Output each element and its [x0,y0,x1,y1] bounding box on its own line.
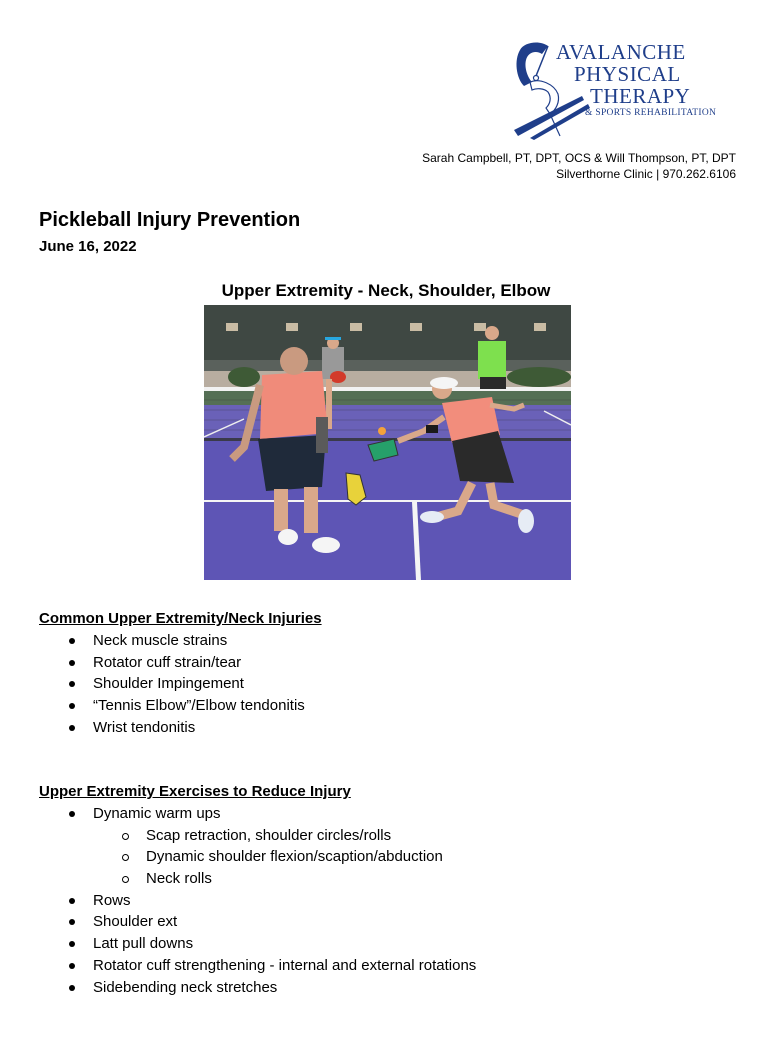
logo-line-2: PHYSICAL [574,62,681,86]
list-item: Rotator cuff strain/tear [93,653,242,671]
list-item: “Tennis Elbow”/Elbow tendonitis [93,697,305,715]
exercises-list [0,803,772,998]
page-title: Pickleball Injury Prevention [39,209,301,231]
section-heading: Upper Extremity - Neck, Shoulder, Elbow [221,281,551,300]
injuries-heading: Common Upper Extremity/Neck Injuries [39,610,322,627]
pickleball-players-image [204,305,571,580]
sub-list-item: Scap retraction, shoulder circles/rolls [146,826,392,844]
document-date: June 16, 2022 [39,238,137,255]
list-item: Sidebending neck stretches [93,978,278,996]
clinic-phone: Silverthorne Clinic | 970.262.6106 [556,167,736,181]
pickleball-photo [204,305,571,580]
list-item: Rotator cuff strengthening - internal and external rotations [93,956,477,974]
injuries-list [0,630,772,738]
list-item: Latt pull downs [93,935,194,953]
logo-tagline: & SPORTS REHABILITATION [585,108,717,118]
list-item: Dynamic warm ups [93,805,221,822]
exercises-heading: Upper Extremity Exercises to Reduce Injury [39,783,351,800]
list-item: Rows [93,891,131,909]
contact-info [422,150,736,182]
list-item: Shoulder ext [93,913,178,931]
logo-line-3: THERAPY [590,84,691,108]
provider-names: Sarah Campbell, PT, DPT, OCS & Will Thompson, PT, DPT [422,151,736,165]
sub-list-item: Dynamic shoulder flexion/scaption/abduction [146,848,443,866]
logo-line-1: AVALANCHE [556,40,686,64]
sub-list-item: Neck rolls [146,870,212,888]
list-item: Wrist tendonitis [93,718,196,736]
list-item: Shoulder Impingement [93,675,244,693]
list-item: Neck muscle strains [93,632,228,649]
clinic-logo [510,38,740,140]
